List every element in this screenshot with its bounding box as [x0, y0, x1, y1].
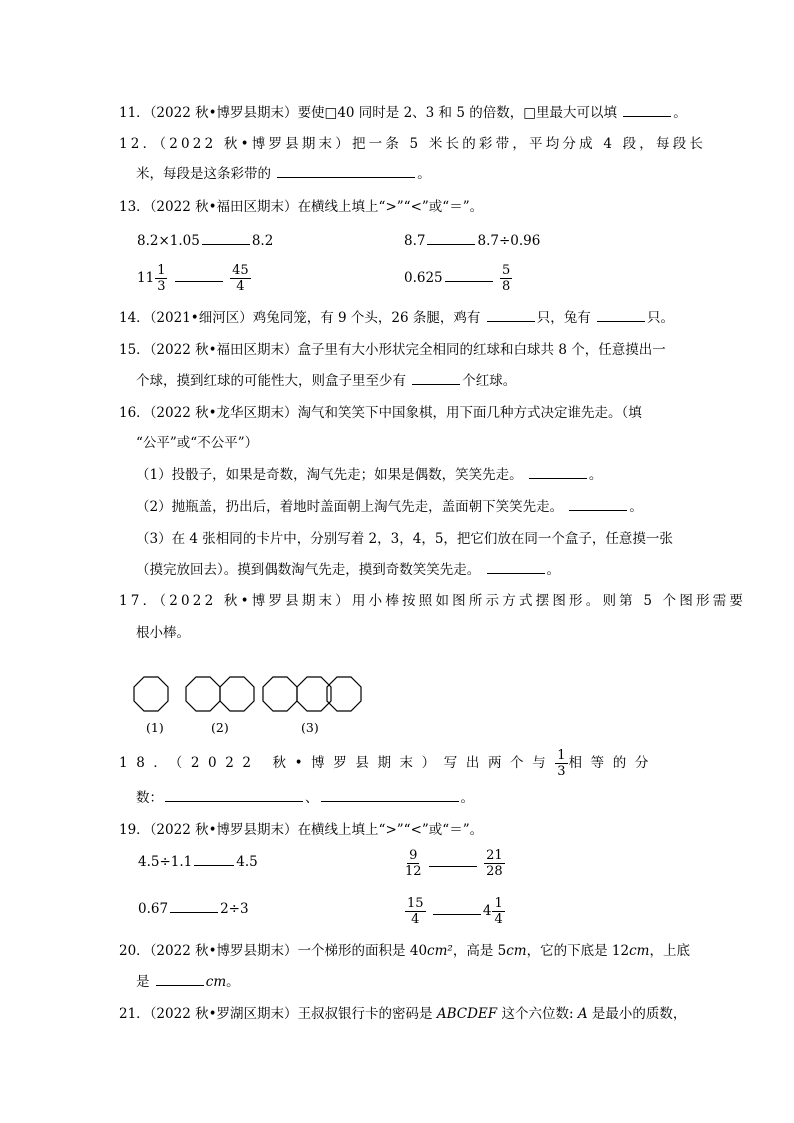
answer-blank[interactable] — [623, 104, 671, 117]
figure-label-2: (2) — [211, 720, 229, 735]
question-18-cont: 数： 、 。 — [136, 790, 474, 806]
answer-blank[interactable] — [165, 789, 303, 802]
question-16-cont: “公平”或“不公平”） — [136, 435, 259, 451]
answer-blank[interactable] — [597, 309, 645, 322]
question-13: 13．（2022 秋•福田区期末）在横线上填上“>”“<”或“＝”。 — [119, 199, 484, 215]
octagon-figure-3a — [263, 677, 297, 711]
answer-blank[interactable] — [429, 854, 477, 867]
q19-item-c: 0.67 2÷3 — [138, 901, 249, 917]
answer-blank[interactable] — [412, 372, 460, 385]
figure-label-1: (1) — [146, 720, 164, 735]
octagon-figure-1 — [134, 677, 168, 711]
octagon-figure-2b — [220, 677, 254, 711]
answer-blank[interactable] — [202, 232, 250, 245]
q16-item-3-cont: （摸完放回去）。摸到偶数淘气先走，摸到奇数笑笑先走。 。 — [136, 562, 561, 578]
answer-blank[interactable] — [277, 165, 415, 178]
answer-blank[interactable] — [529, 466, 587, 479]
q19-item-b: $\frac{9}{12}$ $\frac{21}{28}$ — [405, 848, 503, 879]
question-21: 21．（2022 秋•罗湖区期末）王叔叔银行卡的密码是 ABCDEF 这个六位数: A 是最小的质数， — [119, 1006, 687, 1022]
answer-blank[interactable] — [433, 902, 481, 915]
answer-blank[interactable] — [569, 498, 627, 511]
question-15: 15．（2022 秋•福田区期末）盒子里有大小形状完全相同的红球和白球共 8 个，任意摸出一 — [119, 342, 666, 358]
answer-blank[interactable] — [487, 561, 545, 574]
question-17-cont: 根小棒。 — [136, 625, 190, 641]
answer-blank[interactable] — [487, 309, 535, 322]
question-12: 12．（2022 秋•博罗县期末）把一条 5 米长的彩带，平均分成 4 段，每段长 — [119, 136, 707, 152]
q16-item-2: （2）抛瓶盖，扔出后，着地时盖面朝上淘气先走，盖面朝下笑笑先走。 。 — [136, 499, 643, 515]
octagon-figure-2a — [186, 677, 220, 711]
q19-item-d: $\frac{15}{4}$ 4 $\frac{1}{4}$ — [407, 896, 503, 927]
answer-blank[interactable] — [445, 269, 493, 282]
question-11: 11．（2022 秋•博罗县期末）要使□40 同时是 2、3 和 5 的倍数，□里最大可以填 。 — [119, 105, 687, 121]
q13-item-c: 11 $\frac{1}{3}$ $\frac{45}{4}$ — [137, 263, 249, 294]
question-18: 18．（2022 秋•博罗县期末）写出两个与 $\frac{1}{3}$ 相等的分 — [119, 748, 657, 779]
answer-blank[interactable] — [427, 232, 475, 245]
q16-item-3: （3）在 4 张相同的卡片中，分别写着 2，3，4，5，把它们放在同一个盒子，任意摸一张 — [136, 531, 673, 547]
q19-item-a: 4.5÷1.1 4.5 — [138, 854, 258, 870]
question-19: 19．（2022 秋•博罗县期末）在横线上填上“>”“<”或“＝”。 — [119, 822, 484, 838]
question-16: 16．（2022 秋•龙华区期末）淘气和笑笑下中国象棋，用下面几种方式决定谁先走。（填 — [119, 405, 642, 421]
q13-item-d: 0.625 $\frac{5}{8}$ — [404, 263, 511, 294]
question-20: 20．（2022 秋•博罗县期末）一个梯形的面积是 40cm²，高是 5cm，它的下底是 12cm，上底 — [119, 943, 690, 959]
answer-blank[interactable] — [170, 900, 218, 913]
answer-blank[interactable] — [156, 973, 204, 986]
q16-item-1: （1）投骰子，如果是奇数，淘气先走；如果是偶数，笑笑先走。 。 — [136, 467, 603, 483]
q13-item-a: 8.2×1.05 8.2 — [137, 233, 274, 249]
octagon-stick-figures — [133, 673, 363, 715]
question-20-cont: 是 cm。 — [136, 974, 240, 990]
question-15-cont: 个球，摸到红球的可能性大，则盒子里至少有 个红球。 — [136, 373, 517, 389]
figure-label-3: (3) — [301, 720, 319, 735]
q13-item-b: 8.7 8.7÷0.96 — [404, 233, 541, 249]
octagon-figure-3c — [327, 677, 361, 711]
question-12-cont: 米，每段是这条彩带的 。 — [136, 166, 431, 182]
octagon-figure-3b — [297, 677, 331, 711]
answer-blank[interactable] — [194, 853, 234, 866]
answer-blank[interactable] — [321, 789, 459, 802]
question-17: 17．（2022 秋•博罗县期末）用小棒按照如图所示方式摆图形。则第 5 个图形需要 — [119, 593, 747, 609]
answer-blank[interactable] — [175, 269, 223, 282]
question-14: 14．（2021•细河区）鸡兔同笼，有 9 个头，26 条腿，鸡有 只，兔有 只。 — [119, 310, 675, 326]
